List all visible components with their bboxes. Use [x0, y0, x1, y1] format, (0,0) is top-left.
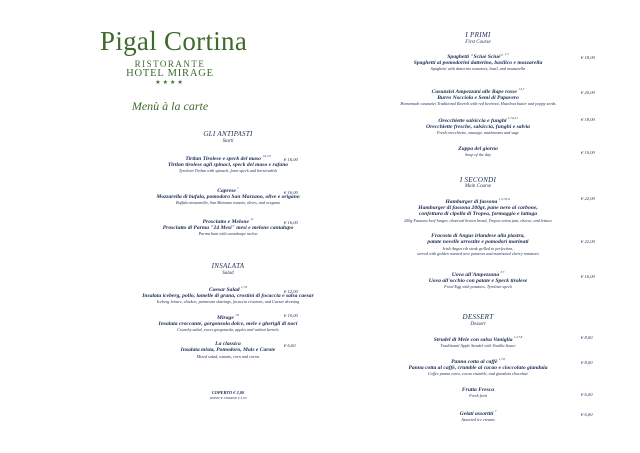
item-description-en: served with golden roasted new potatoes and marinated cherry tomatoes	[417, 251, 539, 257]
menu-item	[388, 146, 568, 158]
item-description-it: Hamburger di fassona 200gr, pane nero al carbone,	[418, 205, 538, 212]
item-description-en: Fresh fruit	[469, 393, 487, 399]
menu-item	[123, 185, 333, 206]
item-name: La classica	[215, 341, 241, 347]
item-description-en: Parma ham with cantaloupe melon	[198, 231, 258, 237]
item-description-it: patate novelle arrostite e pomodori marinati	[427, 239, 529, 246]
menu-item	[388, 408, 568, 423]
item-price: € 18,00	[581, 117, 595, 122]
item-description-it: Orecchiette fresche, salsiccia, funghi e salvia	[426, 124, 530, 131]
item-name: Hamburger di fassona $^{1,3,7,8,11}$	[445, 197, 511, 205]
menu-item	[388, 356, 568, 377]
item-description-it: Uova all'occhio con patate e Speck tirolese	[428, 278, 528, 285]
item-price: € 8,00	[581, 335, 593, 340]
item-price: € 20,00	[581, 90, 595, 95]
item-description-en: Traditional Apple Strudel with Vanilla Sauce	[440, 343, 516, 349]
item-description-en: Spaghetti with datterino tomatoes, basil, and mozzarella	[430, 66, 526, 72]
section-title-primi: I PRIMI	[465, 31, 491, 39]
item-price: € 22,00	[581, 239, 595, 244]
item-name: Spaghetti "Sciué Sciué" $^{1,3}$	[447, 52, 509, 60]
item-price: € 6,00	[581, 392, 593, 397]
item-price: € 10,00	[284, 313, 298, 318]
ristorante-label: RISTORANTE	[134, 59, 206, 69]
menu-item	[123, 341, 333, 359]
item-description-it: Burro Nocciola e Semi di Papavero	[437, 95, 519, 102]
item-description-en: Coffee panna cotta, cocoa crumble, and gianduia chocolate	[427, 371, 529, 377]
item-name: Mirage $^{7,8}$	[217, 313, 239, 321]
item-description-en: Iceberg lettuce, chicken, parmesan shavings, focaccia croutons, and Caesar dressing	[156, 299, 300, 305]
restaurant-logo-title: Pigal Cortina	[100, 26, 248, 56]
item-description-en: Mixed salad, tomato, corn and carrot	[196, 353, 260, 359]
item-price: € 10,00	[581, 150, 595, 155]
section-title-secondi: I SECONDI	[459, 176, 497, 184]
item-name: Fracosta di Angus irlandese alla piastra,	[431, 233, 525, 239]
item-name: Uova all'Ampezzana $^{3,7}$	[451, 270, 505, 278]
item-price: € 6,00	[581, 412, 593, 417]
item-description-it: Insalata croccante, gorgonzola dolce, mele e gherigli di noci	[158, 321, 298, 328]
item-name: Prosciutto e Melone $^{12}$	[202, 217, 254, 225]
item-price: € 16,00	[284, 190, 298, 195]
item-name: Caesar Salad $^{1,7,8}$	[208, 285, 248, 293]
section-subtitle-dessert: Dessert	[470, 322, 486, 327]
section-title-insalata: INSALATA	[211, 262, 245, 270]
section-title-dessert: DESSERT	[462, 313, 494, 321]
item-price: € 12,00	[284, 289, 298, 294]
item-description-en: Soup of the day	[465, 152, 491, 158]
item-name: Frutta Fresca	[461, 387, 495, 393]
section-subtitle-insalata: Salad	[222, 271, 234, 276]
item-name: Zuppa del giorno	[458, 146, 498, 152]
item-description-en: Crunchy salad, sweet gorgonzola, apples and walnut kernels	[177, 327, 279, 333]
item-name: Gelati assortiti $^7$	[459, 409, 497, 417]
hotel-stars: ★★★★	[155, 80, 185, 86]
item-description-en: Irish Angus rib steak grilled to perfection,	[442, 245, 514, 251]
item-name: Casunziei Ampezzani alle Rape rosse $^{1,3,7}$	[431, 87, 525, 95]
section-subtitle-secondi: Main Course	[464, 184, 492, 189]
item-price: € 16,00	[284, 220, 298, 225]
menu-item	[388, 86, 568, 107]
item-description-en: Fried Egg with potatoes, Tyrolean speck	[444, 284, 512, 290]
item-description-en: Homemade casunziei Traditional Ravioli with red beetroot, Hazelnut butter and poppy seeds	[400, 101, 556, 107]
item-description-it: Prosciutto di Parma "24 Mesi" mesi e melone cantalupo	[162, 225, 294, 232]
item-description-it: Mozzarella di bufala, pomodoro San Marzano, olive e origano	[156, 194, 300, 201]
item-description-en: Tyrolean Tirtlan with spinach, farm speck and horseradish	[178, 168, 278, 174]
item-description-en: Assorted ice creams	[461, 417, 495, 423]
item-price: € 16,00	[284, 157, 298, 162]
menu-item	[123, 312, 333, 333]
item-description-it: Tirtlan tirolese agli spinaci, speck del maso e rafano	[167, 162, 289, 169]
menu-item	[388, 196, 568, 223]
menu-item	[388, 387, 568, 399]
item-price: € 16,00	[581, 274, 595, 279]
menu-title: Menù à la carte	[131, 99, 209, 113]
item-price: € 18,00	[581, 55, 595, 60]
menu-item	[388, 115, 568, 136]
menu-item	[388, 269, 568, 290]
menu-item	[388, 51, 568, 72]
section-subtitle-antipasti: Starti	[222, 139, 234, 144]
menu-item	[123, 153, 333, 174]
item-name: Strudel di Mele con salsa Vaniglia $^{1,3,7,8}$	[433, 335, 523, 343]
item-description-it: Insalata mista, Pomodoro, Mais e Carote	[180, 347, 276, 354]
item-price: € 8,00	[581, 360, 593, 365]
menu-item	[123, 216, 333, 237]
item-description-it: Panna cotta al caffè, crumble al cacao e cioccolato gianduia	[408, 365, 548, 372]
cover-charge-en: SERVICE CHARGE € 3,00	[209, 396, 247, 400]
item-name: Tirtlan Tirolese e speck del maso $^{1,6,7,8}$	[185, 154, 271, 162]
item-description-en: 200g Fassona beef burger, charcoal brown bread, Tropea onion jam, cheese, and lettuce	[403, 217, 553, 223]
section-title-antipasti: GLI ANTIPASTI	[203, 130, 253, 138]
section-subtitle-primi: First Course	[465, 40, 491, 45]
item-price: € 22,00	[581, 196, 595, 201]
item-description-it: Spaghetti ai pomodorini datterino, basilico e mozzarella	[413, 60, 543, 67]
item-description-en: Fresh orecchiette, sausage, mushrooms and sage	[437, 130, 519, 136]
menu-item	[388, 334, 568, 349]
item-name: Caprese $^7$	[217, 186, 239, 194]
hotel-name: HOTEL MIRAGE	[126, 68, 214, 79]
item-description-it: Insalata iceberg, pollo, lamelle di grana, crostini di focaccia e salsa caesar	[142, 293, 314, 300]
cover-charge: COPERTO € 3,00	[211, 390, 245, 395]
item-description-it: confettura di cipolla di Tropea, formaggio e lattuga	[418, 211, 538, 218]
item-price: € 6,00	[284, 343, 296, 348]
menu-item	[123, 284, 333, 305]
item-description-en: Buffalo mozzarella, San Marzano tomato, olives, and oregano	[176, 200, 280, 206]
item-name: Orecchiette salsiccia e funghi $^{1,7,8,12}$	[438, 116, 518, 124]
item-name: Panna cotta al caffè $^{1,7,8}$	[451, 357, 505, 365]
menu-item	[388, 233, 568, 257]
